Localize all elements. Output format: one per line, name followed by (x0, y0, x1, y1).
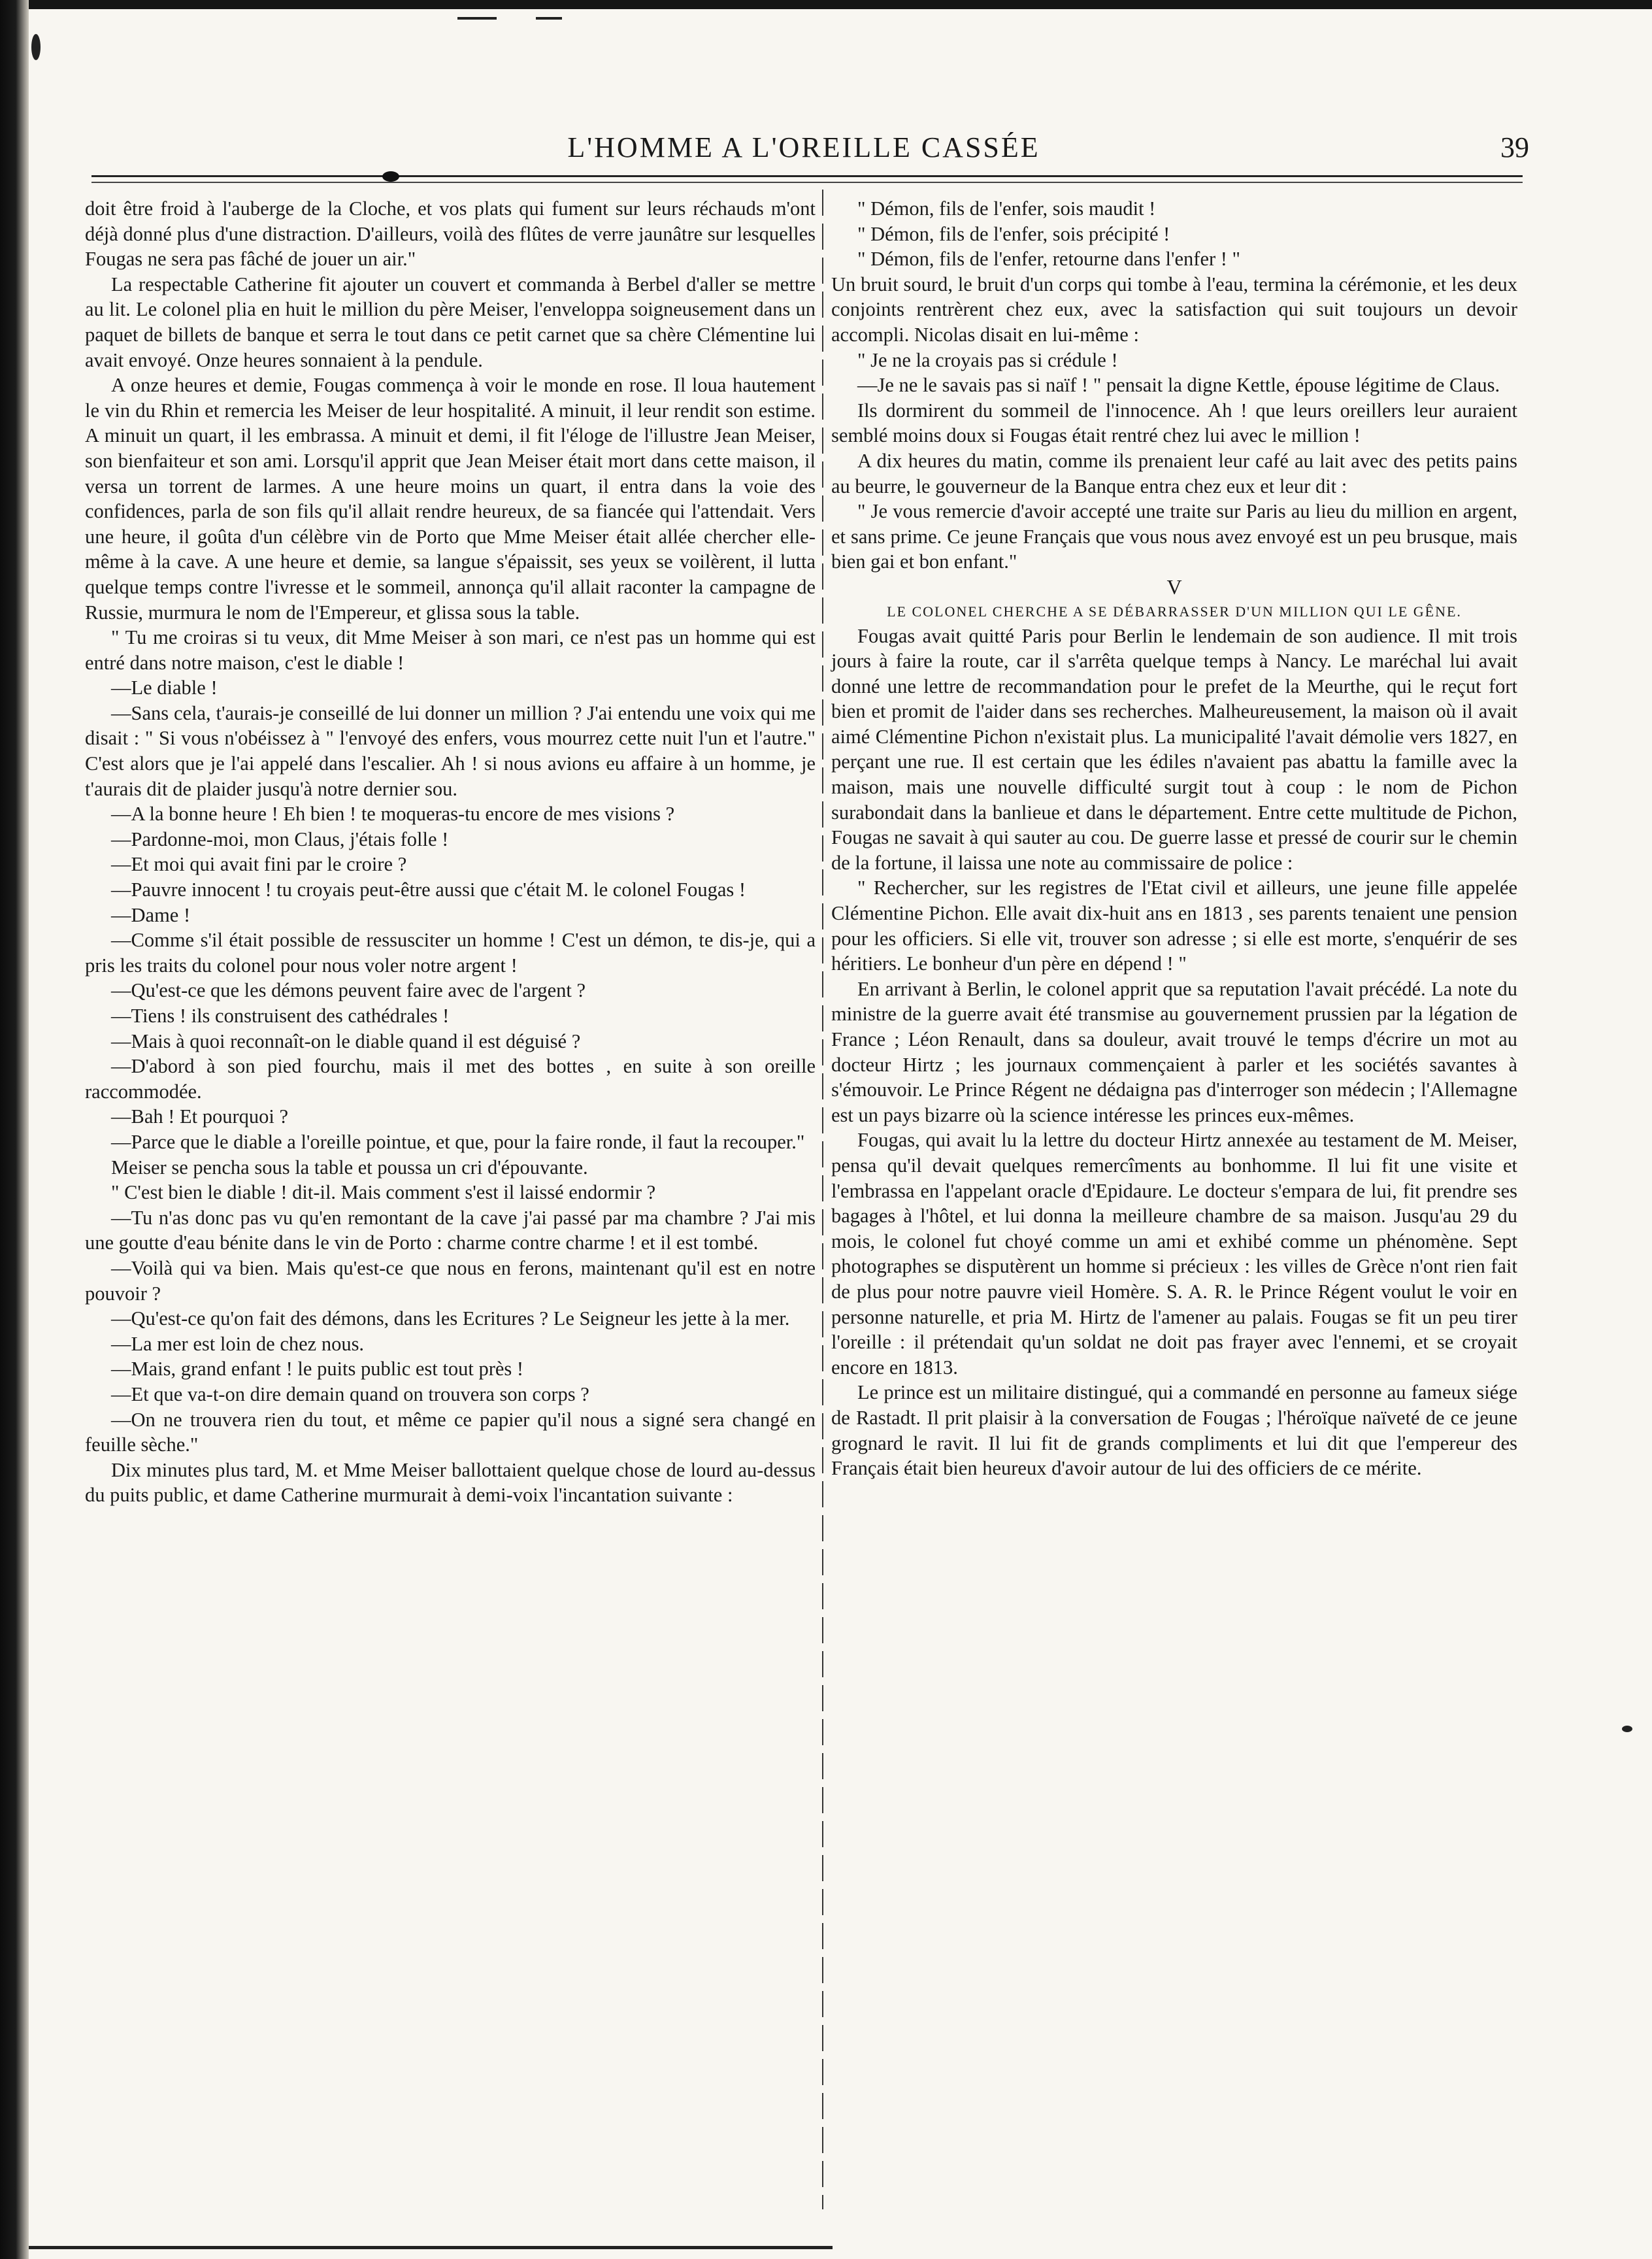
chapter-number: V (1166, 575, 1182, 599)
paragraph: —Pardonne-moi, mon Claus, j'étais folle ! (111, 828, 449, 850)
paragraph: —Je ne le savais pas si naïf ! " pensait la digne Kettle, épouse légitime de Claus. (857, 374, 1500, 397)
scan-mark (536, 17, 562, 20)
paragraph: Un bruit sourd, le bruit d'un corps qui tombe à l'eau, termina la cérémonie, et les deux conjoints rentrèrent chez eux, avec la satisfaction qui suit toujours un devoir accompli. Nicolas disait en lui-même : (831, 273, 1517, 346)
paragraph: —Et que va-t-on dire demain quand on trouvera son corps ? (111, 1382, 589, 1405)
paragraph: En arrivant à Berlin, le colonel apprit que sa reputation l'avait précédé. La note du ministre de la guerre avait été transmise au gouvernement prussien par la légation de France ; Léon Renault, dans sa douleur, avait trouvé le temps d'écrire un mot au docteur Hirtz ; les journaux commençaient à parler et les sociétés savantes à s'émouvoir. Le Prince Régent ne dédaigna pas d'interroger son médecin ; l'Allemagne est un pays bizarre où la science intéresse les princes eux-mêmes. (831, 977, 1517, 1126)
paragraph: " Je vous remercie d'avoir accepté une traite sur Paris au lieu du million en argent, et sans prime. Ce jeune Français que vous nous avez envoyé est un peu brusque, mais bien gai et bon enfant." (831, 500, 1517, 573)
paragraph: Dix minutes plus tard, M. et Mme Meiser ballottaient quelque chose de lourd au-dessus du puits public, et dame Catherine murmurait à demi-voix l'incantation suivante : (85, 1458, 816, 1507)
paragraph: —Voilà qui va bien. Mais qu'est-ce que nous en ferons, maintenant qu'il est en notre pouvoir ? (85, 1256, 816, 1305)
column-divider (822, 190, 823, 2209)
running-title: L'HOMME A L'OREILLE CASSÉE (567, 131, 1040, 163)
page-header (91, 131, 1529, 170)
paragraph: " C'est bien le diable ! dit-il. Mais comment s'est il laissé endormir ? (111, 1181, 656, 1204)
paragraph: —Mais, grand enfant ! le puits public est tout près ! (111, 1358, 524, 1380)
paragraph: " Tu me croiras si tu veux, dit Mme Meiser à son mari, ce n'est pas un homme qui est entré dans notre maison, c'est le diable ! (85, 626, 816, 674)
paragraph: —On ne trouvera rien du tout, et même ce papier qu'il nous a signé sera changé en feuille sèche." (85, 1408, 816, 1456)
page-number: 39 (1500, 131, 1529, 163)
page-binding-edge (0, 0, 29, 2259)
paragraph: —Dame ! (111, 903, 191, 926)
paragraph: " Rechercher, sur les registres de l'Etat civil et ailleurs, une jeune fille appelée Clémentine Pichon. Elle avait dix-huit ans en 1813 , ses parents tenaient une pension pour les officiers. Si elle vit, trouver son adresse ; si elle est morte, s'enquérir de ses héritiers. Le bonheur d'un père en dépend ! " (831, 877, 1517, 975)
bottom-scan-border (29, 2246, 833, 2249)
paragraph: —Sans cela, t'aurais-je conseillé de lui donner un million ? J'ai entendu une voix qui me disait : " Si vous n'obéissez à " l'envoyé des enfers, vous mourrez cette nuit l'un et l'autre." C'est alors que je l'ai appelé dans l'escalier. Ah ! si nous avions eu affaire à un homme, je t'aurais dit de plaider jusqu'à notre dernier sou. (85, 701, 816, 800)
right-column (831, 196, 1517, 1481)
paragraph: —Comme s'il était possible de ressusciter un homme ! C'est un démon, te dis-je, qui a pris les traits du colonel pour nous voler notre argent ! (85, 929, 816, 977)
paragraph: —Tu n'as donc pas vu qu'en remontant de la cave j'ai passé par ma chambre ? J'ai mis une goutte d'eau bénite dans le vin de Porto : charme contre charme ! et il est tombé. (85, 1206, 816, 1254)
paragraph: Meiser se pencha sous la table et poussa un cri d'épouvante. (111, 1156, 588, 1179)
scan-mark (457, 17, 497, 20)
paragraph: —Tiens ! ils construisent des cathédrales ! (111, 1005, 450, 1027)
rule-ornament (382, 171, 399, 182)
scan-mark (31, 34, 41, 60)
paragraph: —Qu'est-ce qu'on fait des démons, dans les Ecritures ? Le Seigneur les jette à la mer. (111, 1307, 790, 1330)
paragraph: doit être froid à l'auberge de la Cloche, et vos plats qui fument sur leurs réchauds m'ont déjà donné plus d'une distraction. D'ailleurs, voilà des flûtes de verre jaunâtre sur lesquelles Fougas ne sera pas fâché de jouer un air." (85, 197, 816, 271)
scan-mark (1622, 1726, 1632, 1732)
paragraph: Fougas, qui avait lu la lettre du docteur Hirtz annexée au testament de M. Meiser, pensa qu'il devait quelques remercîments au bonhomme. Il lui fit une visite et l'embrassa en l'appelant oracle d'Epidaure. Le docteur s'empara de lui, fit prendre ses bagages à l'hôtel, et lui donna la meilleure chambre de sa maison. Jusqu'au 29 du mois, le colonel fut choyé comme un ami et exhibé comme un phénomène. Sept photographes se disputèrent un homme si précieux : les villes de Grèce n'ont rien fait de plus pour notre pauvre vieil Homère. S. A. R. le Prince Régent voulut le voir en personne naturelle, et pria M. Hirtz de l'amener au palais. Fougas se fit un peu tirer l'oreille : il prétendait qu'un soldat ne doit pas frayer avec l'ennemi, et se croyait encore en 1813. (831, 1129, 1517, 1379)
paragraph: —Et moi qui avait fini par le croire ? (111, 853, 407, 876)
left-column (85, 196, 816, 1508)
paragraph: —Pauvre innocent ! tu croyais peut-être aussi que c'était M. le colonel Fougas ! (111, 878, 746, 901)
paragraph: —A la bonne heure ! Eh bien ! te moqueras-tu encore de mes visions ? (111, 803, 675, 826)
paragraph: Fougas avait quitté Paris pour Berlin le lendemain de son audience. Il mit trois jours à faire la route, car il s'arrêta quelque temps à Nancy. Le maréchal lui avait donné une lettre de recommandation pour le prefet de la Meurthe, qui le reçut fort bien et promit de l'aider dans ses recherches. Malheureusement, la maison où il avait aimé Clémentine Pichon n'existait plus. La municipalité l'avait démolie vers 1827, en perçant une rue. Il est certain que les édiles n'avaient pas abattu la famille avec la maison, mais une nouvelle difficulté surgit tout à coup : le nom de Pichon surabondait dans la banlieue et dans le département. Entre cette multitude de Pichon, Fougas ne savait à qui sauter au cou. De guerre lasse et pressé de courir sur le chemin de la fortune, il laissa une note au commissaire de police : (831, 624, 1517, 874)
paragraph: Le prince est un militaire distingué, qui a commandé en personne au fameux siége de Rastadt. Il prit plaisir à la conversation de Fougas ; l'héroïque naïveté de ce jeune grognard le ravit. Il lui fit de grands compliments et lui dit que l'empereur des Français était bien heureux d'avoir autour de lui des officiers de ce mérite. (831, 1381, 1517, 1480)
paragraph: —Bah ! Et pourquoi ? (111, 1105, 289, 1128)
chapter-title: LE COLONEL CHERCHE A SE DÉBARRASSER D'UN MILLION QUI LE GÊNE. (887, 603, 1462, 620)
paragraph: —Le diable ! (111, 677, 218, 699)
paragraph: " Démon, fils de l'enfer, retourne dans l'enfer ! " (857, 248, 1240, 271)
paragraph: —La mer est loin de chez nous. (111, 1332, 365, 1355)
top-scan-border (29, 0, 1652, 9)
paragraph: La respectable Catherine fit ajouter un couvert et commanda à Berbel d'aller se mettre au lit. Le colonel plia en huit le million du père Meiser, l'enveloppa soigneusement dans un paquet de billets de banque et serra le tout dans ce petit carnet que sa chère Clémentine lui avait envoyé. Onze heures sonnaient à la pendule. (85, 273, 816, 371)
paragraph: —Mais à quoi reconnaît-on le diable quand il est déguisé ? (111, 1029, 581, 1052)
paragraph: A dix heures du matin, comme ils prenaient leur café au lait avec des petits pains au beurre, le gouverneur de la Banque entra chez eux et leur dit : (831, 449, 1517, 497)
paragraph: " Démon, fils de l'enfer, sois précipité ! (857, 222, 1170, 245)
header-rule (91, 175, 1523, 183)
paragraph: " Démon, fils de l'enfer, sois maudit ! (857, 197, 1156, 220)
paragraph: —D'abord à son pied fourchu, mais il met des bottes , en suite à son oreille raccommodée. (85, 1055, 816, 1103)
paragraph: Ils dormirent du sommeil de l'innocence. Ah ! que leurs oreillers leur auraient semblé moins doux si Fougas était rentré chez lui avec le million ! (831, 399, 1517, 447)
paragraph: " Je ne la croyais pas si crédule ! (857, 348, 1118, 371)
paragraph: —Parce que le diable a l'oreille pointue, et que, pour la faire ronde, il faut la recouper." (111, 1130, 805, 1153)
paragraph: A onze heures et demie, Fougas commença à voir le monde en rose. Il loua hautement le vin du Rhin et remercia les Meiser de leur hospitalité. A minuit, il leur rendit son estime. A minuit un quart, il les embrassa. A minuit et demi, il fit l'éloge de l'illustre Jean Meiser, son bienfaiteur et son ami. Lorsqu'il apprit que Jean Meiser était mort dans cette maison, il versa un torrent de larmes. A une heure moins un quart, il entra dans la voie des confidences, parla de son fils qu'il allait rendre heureux, de sa fiancée qui l'attendait. Vers une heure, il goûta d'un célèbre vin de Porto que Mme Meiser était allée chercher elle-même à la cave. A une heure et demie, sa langue s'épaissit, ses yeux se voilèrent, il lutta quelque temps contre l'ivresse et le sommeil, annonça qu'il allait raconter la campagne de Russie, murmura le nom de l'Empereur, et glissa sous la table. (85, 374, 816, 624)
paragraph: —Qu'est-ce que les démons peuvent faire avec de l'argent ? (111, 979, 586, 1002)
